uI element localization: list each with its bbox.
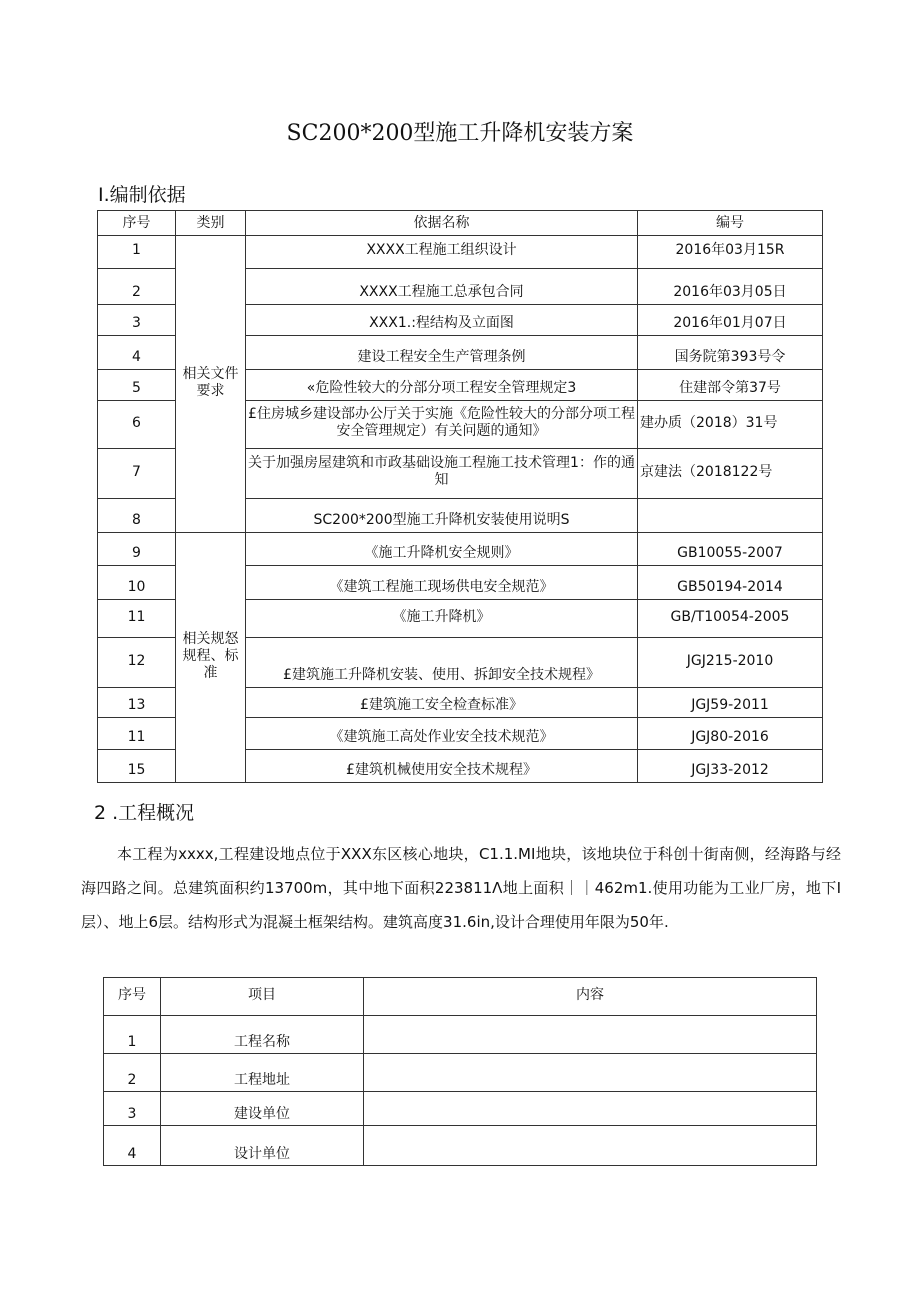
item-content	[364, 1054, 817, 1092]
header-cell: 序号	[98, 211, 176, 236]
basis-name: 关于加强房屋建筑和市政基础设施工程施工技术管理1：作的通知	[246, 449, 638, 499]
item-name: 设计单位	[161, 1126, 364, 1166]
header-cell: 类别	[176, 211, 246, 236]
basis-code: GB50194-2014	[638, 566, 823, 600]
row-number: 3	[104, 1092, 161, 1126]
category-cell: 相关文件要求	[176, 236, 246, 533]
basis-code: GB/T10054-2005	[638, 600, 823, 638]
basis-code: JGJ80-2016	[638, 718, 823, 750]
row-number: 9	[98, 533, 176, 566]
basis-name: SC200*200型施工升降机安装使用说明S	[246, 499, 638, 533]
project-info-table	[103, 977, 817, 1166]
table-row	[104, 1092, 817, 1126]
item-content	[364, 1092, 817, 1126]
basis-name: 《建筑施工高处作业安全技术规范》	[246, 718, 638, 750]
basis-code: JGJ215-2010	[638, 638, 823, 688]
item-content	[364, 1016, 817, 1054]
row-number: 11	[98, 600, 176, 638]
basis-name: 建设工程安全生产管理条例	[246, 336, 638, 370]
basis-code: 住建部令第37号	[638, 370, 823, 401]
basis-code: 2016年01月07日	[638, 305, 823, 336]
basis-name: 《施工升降机安全规则》	[246, 533, 638, 566]
row-number: 13	[98, 688, 176, 718]
basis-name: £建筑机械使用安全技术规程》	[246, 750, 638, 783]
basis-name: 《施工升降机》	[246, 600, 638, 638]
row-number: 5	[98, 370, 176, 401]
table-header-row	[104, 978, 817, 1016]
row-number: 10	[98, 566, 176, 600]
project-overview-paragraph: 本工程为xxxx,工程建设地点位于XXX东区核心地块，C1.1.MI地块，该地块位于科创十街南侧，经海路与经海四路之间。总建筑面积约13700m，其中地下面积223811Λ地上面积｜｜462m1.使用功能为工业厂房，地下I层）、地上6层。结构形式为混凝土框架结构。建筑高度31.6in,设计合理使用年限为50年.	[81, 845, 841, 931]
header-cell: 内容	[364, 978, 817, 1016]
table-row	[98, 533, 823, 566]
header-cell: 项目	[161, 978, 364, 1016]
item-name: 工程地址	[161, 1054, 364, 1092]
table-row	[104, 1016, 817, 1054]
row-number: 8	[98, 499, 176, 533]
basis-name: £建筑施工升降机安装、使用、拆卸安全技术规程》	[246, 638, 638, 688]
basis-name: £建筑施工安全检查标准》	[246, 688, 638, 718]
basis-name: XXX1.:程结构及立面图	[246, 305, 638, 336]
row-number: 3	[98, 305, 176, 336]
row-number: 15	[98, 750, 176, 783]
basis-table	[97, 210, 823, 783]
table-row	[104, 1054, 817, 1092]
basis-code: 建办质（2018）31号	[638, 401, 823, 449]
basis-code: GB10055-2007	[638, 533, 823, 566]
item-name: 工程名称	[161, 1016, 364, 1054]
section-heading-overview: 2 .工程概况	[94, 802, 195, 824]
section-heading-basis: I.编制依据	[98, 184, 186, 206]
row-number: 4	[98, 336, 176, 370]
row-number: 11	[98, 718, 176, 750]
basis-code: JGJ59-2011	[638, 688, 823, 718]
row-number: 1	[104, 1016, 161, 1054]
table-row	[104, 1126, 817, 1166]
header-cell: 编号	[638, 211, 823, 236]
basis-code	[638, 499, 823, 533]
table-row	[98, 236, 823, 269]
row-number: 7	[98, 449, 176, 499]
basis-name: XXXX工程施工组织设计	[246, 236, 638, 269]
category-cell: 相关规怒规程、标准	[176, 533, 246, 783]
table-header-row	[98, 211, 823, 236]
row-number: 2	[104, 1054, 161, 1092]
basis-name: £住房城乡建设部办公厅关于实施《危险性较大的分部分项工程安全管理规定）有关问题的通知》	[246, 401, 638, 449]
row-number: 12	[98, 638, 176, 688]
item-content	[364, 1126, 817, 1166]
basis-code: 2016年03月15R	[638, 236, 823, 269]
header-cell: 依据名称	[246, 211, 638, 236]
basis-code: 2016年03月05日	[638, 269, 823, 305]
basis-name: XXXX工程施工总承包合同	[246, 269, 638, 305]
row-number: 6	[98, 401, 176, 449]
basis-code: JGJ33-2012	[638, 750, 823, 783]
row-number: 2	[98, 269, 176, 305]
page-title: SC200*200型施工升降机安装方案	[286, 121, 634, 146]
basis-name: «危险性较大的分部分项工程安全管理规定3	[246, 370, 638, 401]
header-cell: 序号	[104, 978, 161, 1016]
row-number: 1	[98, 236, 176, 269]
row-number: 4	[104, 1126, 161, 1166]
basis-code: 国务院第393号令	[638, 336, 823, 370]
basis-name: 《建筑工程施工现场供电安全规范》	[246, 566, 638, 600]
item-name: 建设单位	[161, 1092, 364, 1126]
basis-code: 京建法（2018122号	[638, 449, 823, 499]
